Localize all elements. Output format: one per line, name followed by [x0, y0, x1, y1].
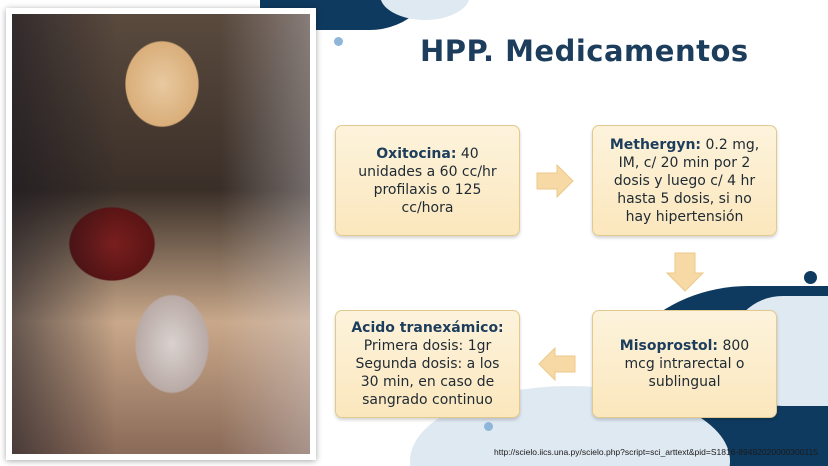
arrow-down-icon [665, 251, 705, 293]
slide-title: HPP. Medicamentos [420, 34, 749, 68]
birth-photo [12, 14, 310, 454]
card-text: 800 mcg intrarectal o sublingual [624, 338, 750, 390]
card-text: 0.2 mg, IM, c/ 20 min por 2 dosis y luego c/ 4 hr hasta 5 dosis, si no hay hipertensión [613, 136, 760, 225]
decor-dot [334, 37, 343, 46]
card-misoprostol [592, 310, 777, 418]
decor-dot [804, 271, 817, 284]
photo-shade [12, 14, 310, 454]
card-drug-name: Acido tranexámico: [351, 320, 504, 336]
arrow-left-icon [537, 346, 577, 382]
card-acido-tranexamico [335, 310, 520, 418]
card-text: Primera dosis: 1gr Segunda dosis: a los 30 min, en caso de sangrado continuo [355, 338, 500, 408]
card-body [346, 145, 509, 217]
card-body [603, 136, 766, 226]
decor-dot [484, 422, 493, 431]
card-drug-name: Misoprostol: [619, 338, 719, 354]
card-oxitocina [335, 125, 520, 236]
photo-frame [6, 8, 316, 460]
card-drug-name: Oxitocina: [376, 145, 457, 162]
card-body [603, 337, 766, 391]
arrow-right-icon [535, 163, 575, 199]
source-url: http://scielo.iics.una.py/scielo.php?script=sci_arttext&pid=S1816-89492020000300115 [494, 447, 819, 457]
card-body [346, 319, 509, 409]
card-drug-name: Methergyn: [609, 136, 702, 153]
card-methergyn [592, 125, 777, 236]
card-text: 40 unidades a 60 cc/hr profilaxis o 125 cc/hora [358, 145, 497, 216]
